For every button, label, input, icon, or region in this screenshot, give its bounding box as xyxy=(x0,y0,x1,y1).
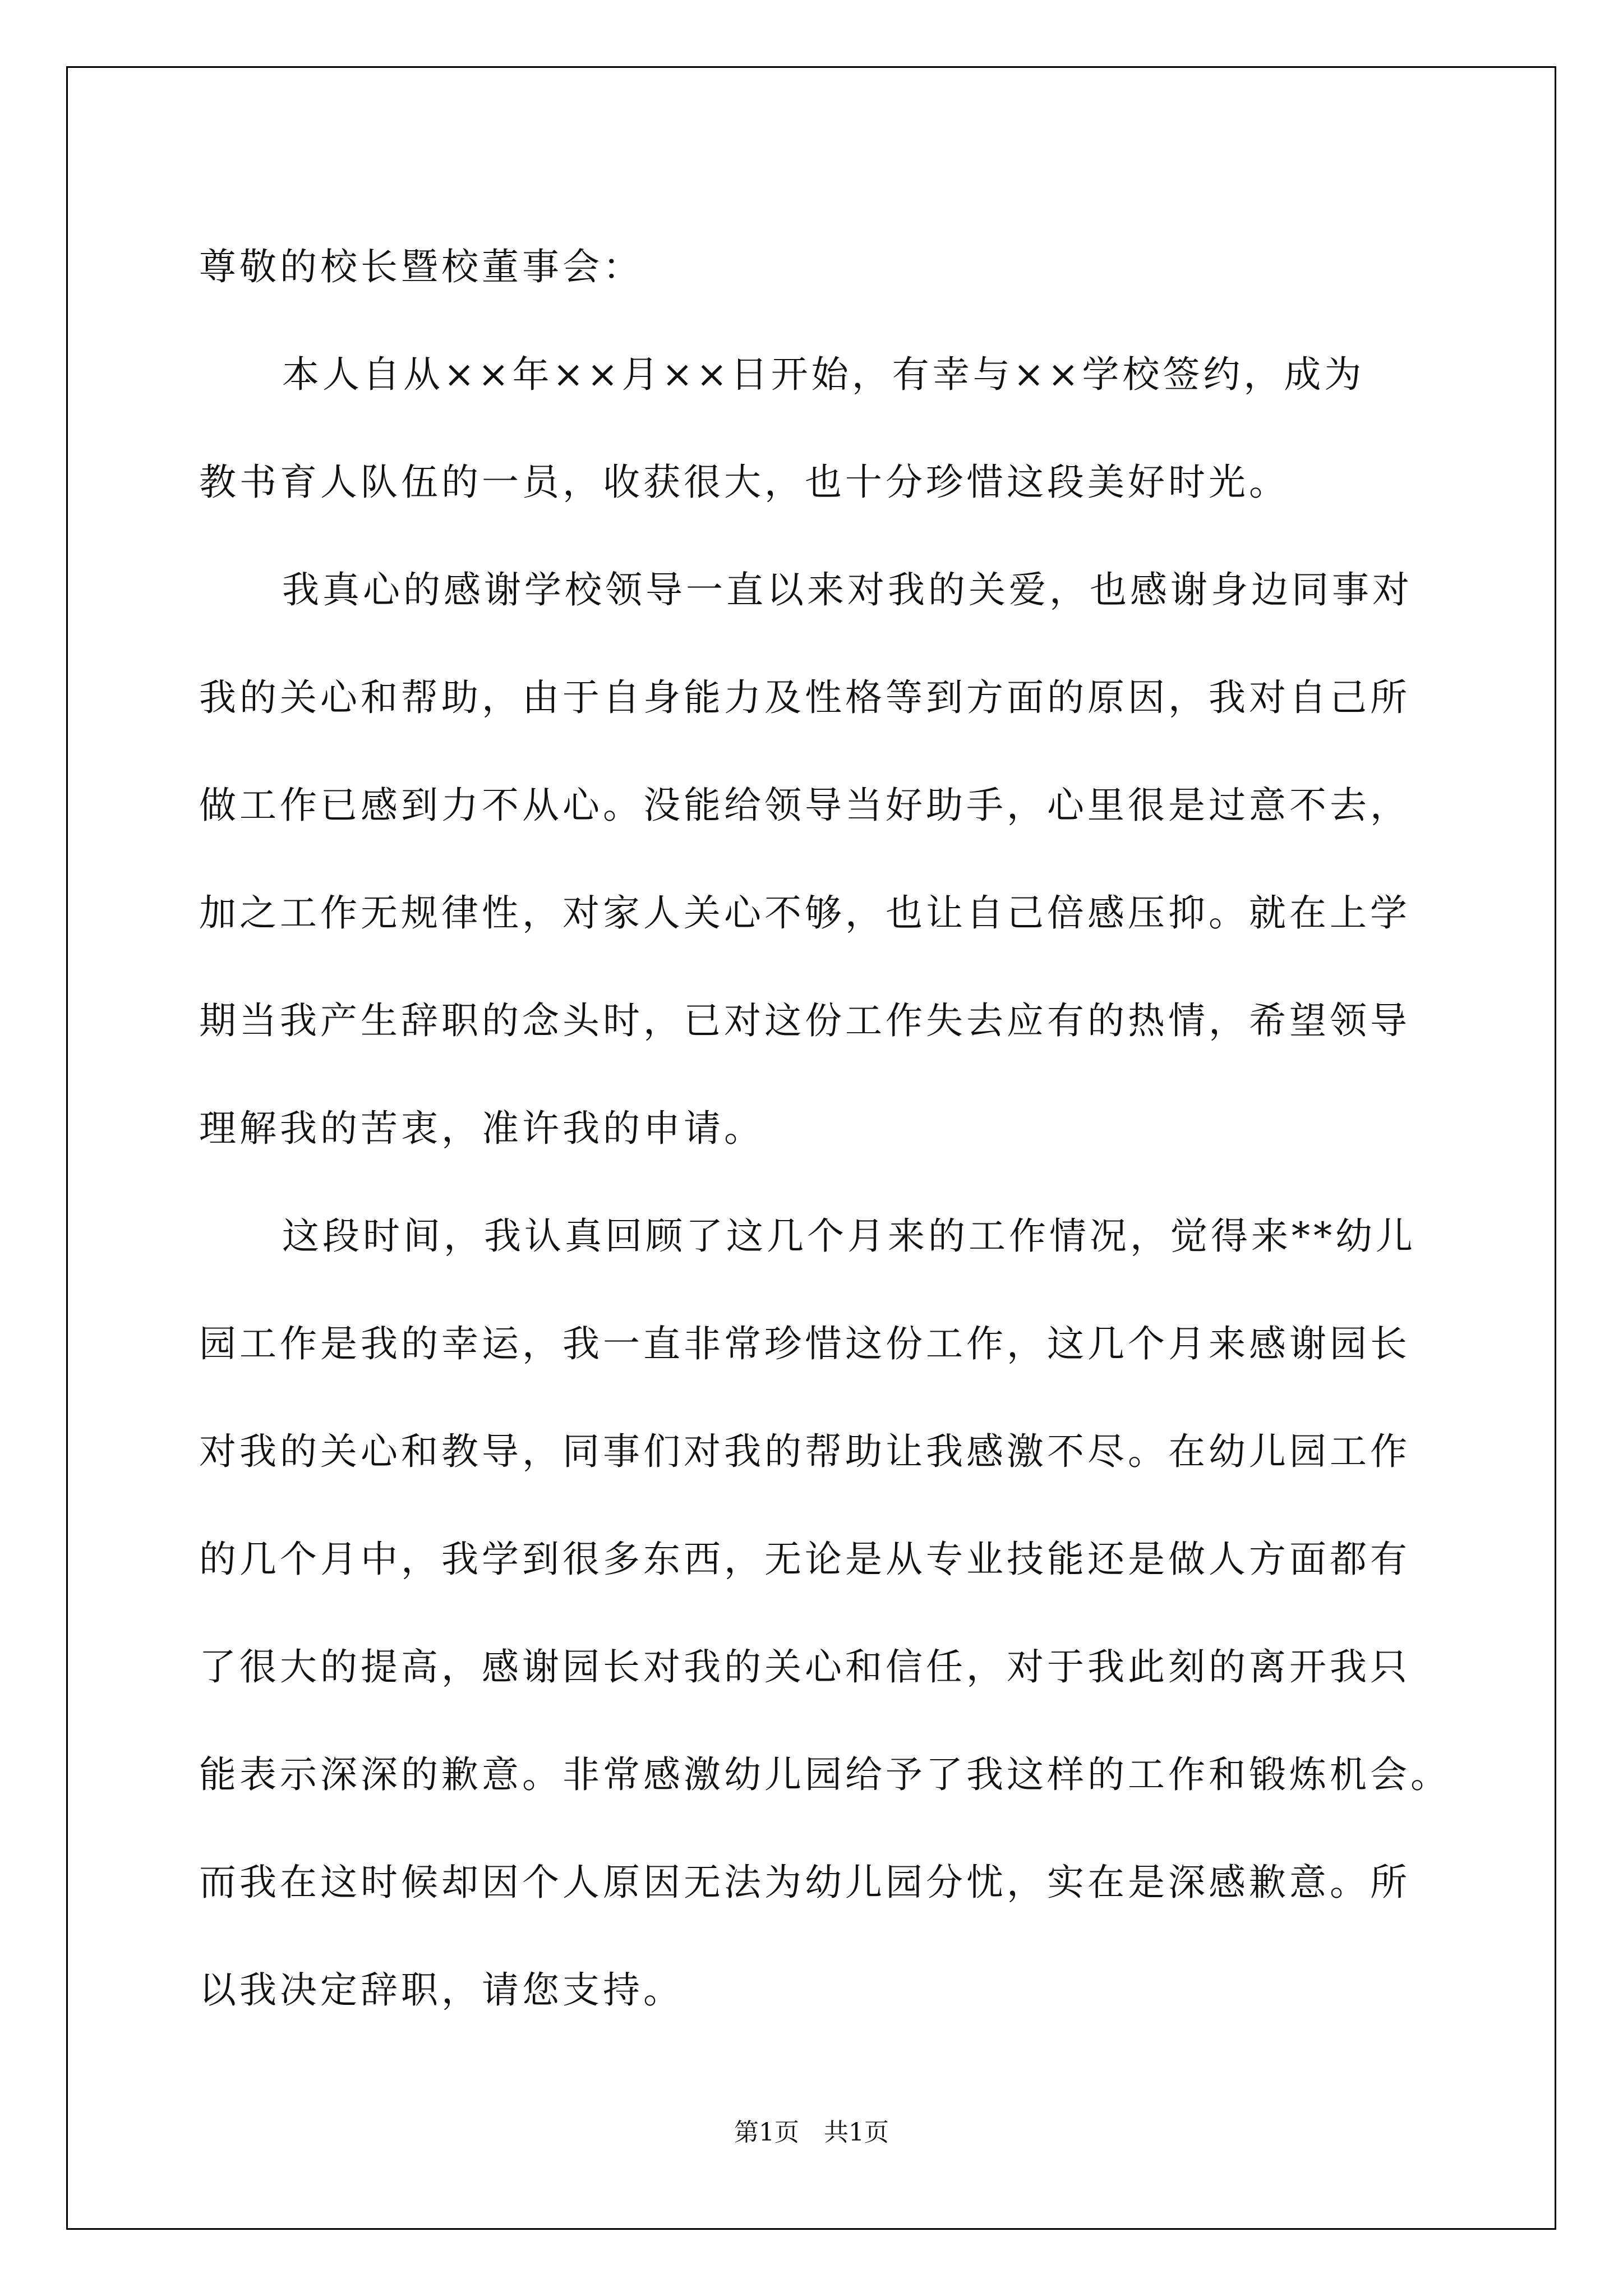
text-line: 这段时间，我认真回顾了这几个月来的工作情况，觉得来**幼儿 xyxy=(282,1214,1416,1258)
text-line: 了很大的提高，感谢园长对我的关心和信任，对于我此刻的离开我只 xyxy=(199,1645,1410,1688)
salutation: 尊敬的校长暨校董事会： xyxy=(199,245,643,288)
text-line: 园工作是我的幸运，我一直非常珍惜这份工作，这几个月来感谢园长 xyxy=(199,1322,1410,1365)
text-line: 加之工作无规律性，对家人关心不够，也让自己倍感压抑。就在上学 xyxy=(199,891,1410,935)
text-line: 对我的关心和教导，同事们对我的帮助让我感激不尽。在幼儿园工作 xyxy=(199,1430,1410,1473)
document-body xyxy=(199,213,1461,2044)
text-line: 教书育人队伍的一员，收获很大，也十分珍惜这段美好时光。 xyxy=(199,461,1289,504)
text-line: 期当我产生辞职的念头时，已对这份工作失去应有的热情，希望领导 xyxy=(199,999,1410,1042)
text-line: 理解我的苦衷，准许我的申请。 xyxy=(199,1107,764,1150)
text-line: 我真心的感谢学校领导一直以来对我的关爱，也感谢身边同事对 xyxy=(282,568,1413,611)
text-line: 能表示深深的歉意。非常感激幼儿园给予了我这样的工作和锻炼机会。 xyxy=(199,1753,1451,1796)
text-line: 的几个月中，我学到很多东西，无论是从专业技能还是做人方面都有 xyxy=(199,1538,1410,1581)
text-line: 我的关心和帮助，由于自身能力及性格等到方面的原因，我对自己所 xyxy=(199,676,1410,719)
page-footer: 第1页 共1页 xyxy=(734,2118,889,2147)
text-line: 而我在这时候却因个人原因无法为幼儿园分忧，实在是深感歉意。所 xyxy=(199,1861,1410,1904)
text-line: 以我决定辞职，请您支持。 xyxy=(199,1968,684,2012)
body-lines xyxy=(199,321,1461,2044)
text-line: 做工作已感到力不从心。没能给领导当好助手，心里很是过意不去， xyxy=(199,784,1410,827)
text-line: 本人自从××年××月××日开始，有幸与××学校签约，成为 xyxy=(282,353,1365,396)
